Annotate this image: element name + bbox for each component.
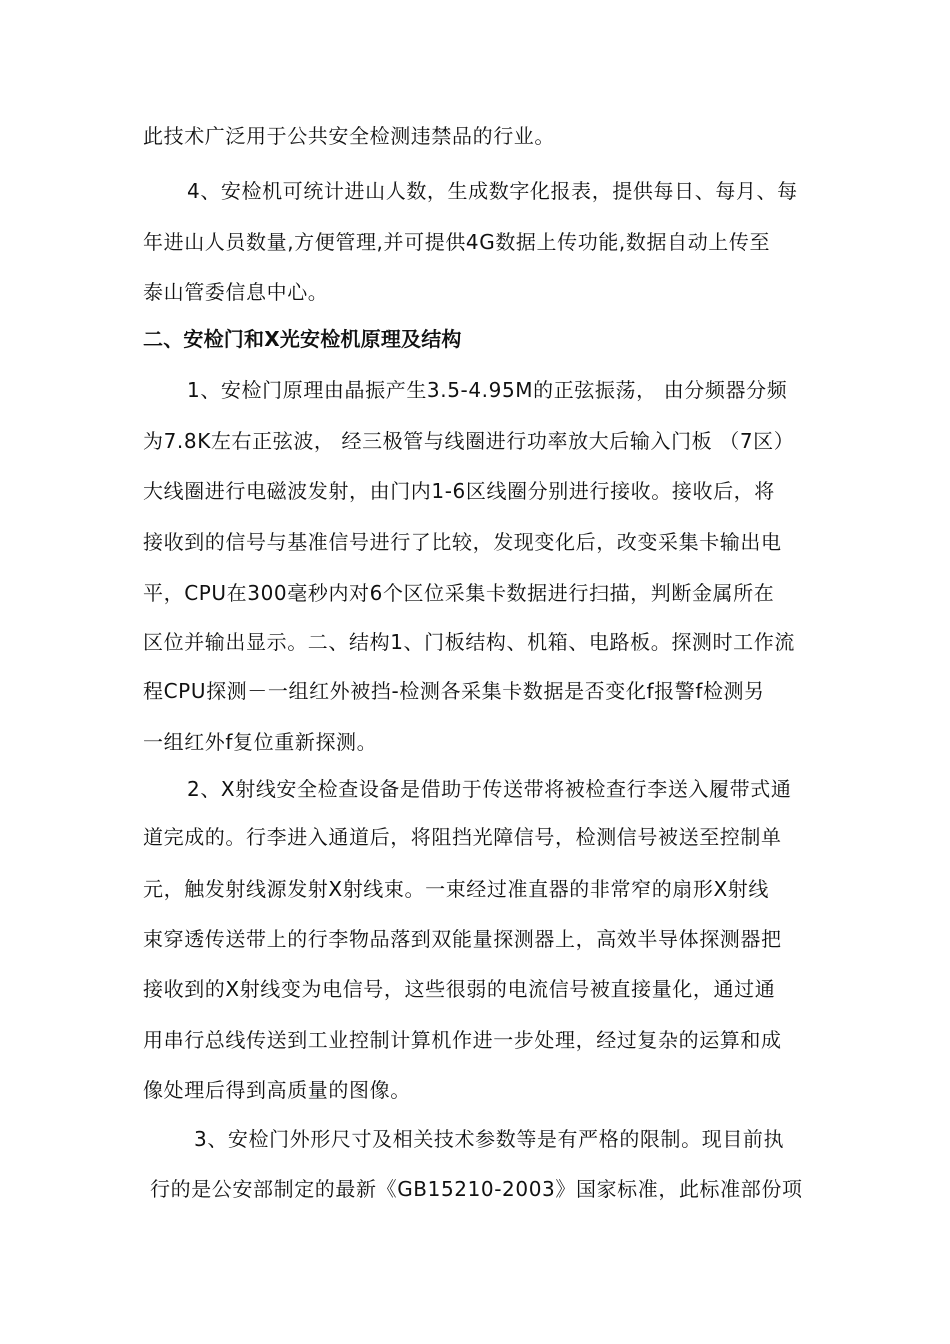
text-line: 泰山管委信息中心。: [143, 280, 329, 304]
text-line: 3、安检门外形尺寸及相关技术参数等是有严格的限制。现目前执: [194, 1127, 785, 1151]
text-line: 4、安检机可统计进山人数，生成数字化报表，提供每日、每月、每: [187, 179, 798, 203]
text-line: 年进山人员数量,方便管理,并可提供4G数据上传功能,数据自动上传至: [143, 230, 771, 254]
text-line: 元，触发射线源发射X射线束。一束经过准直器的非常窄的扇形X射线: [143, 877, 770, 901]
text-line: 接收到的X射线变为电信号，这些很弱的电流信号被直接量化，通过通: [143, 977, 776, 1001]
text-line: 平，CPU在300毫秒内对6个区位采集卡数据进行扫描，判断金属所在: [143, 581, 775, 605]
text-line: 程CPU探测－一组红外被挡-检测各采集卡数据是否变化f报警f检测另: [143, 679, 765, 703]
text-line: 1、安检门原理由晶振产生3.5-4.95M的正弦振荡， 由分频器分频: [187, 378, 788, 402]
text-line: 一组红外f复位重新探测。: [143, 730, 378, 754]
text-line: 束穿透传送带上的行李物品落到双能量探测器上，高效半导体探测器把: [143, 927, 782, 951]
section-heading: 二、安检门和X光安检机原理及结构: [143, 327, 462, 351]
text-line: 用串行总线传送到工业控制计算机作进一步处理，经过复杂的运算和成: [143, 1028, 782, 1052]
text-line: 接收到的信号与基准信号进行了比较，发现变化后，改变采集卡输出电: [143, 530, 782, 554]
text-line: 区位并输出显示。二、结构1、门板结构、机箱、电路板。探测时工作流: [143, 630, 795, 654]
text-line: 像处理后得到高质量的图像。: [143, 1078, 411, 1102]
text-line: 道完成的。行李进入通道后，将阻挡光障信号，检测信号被送至控制单: [143, 825, 782, 849]
text-line: 此技术广泛用于公共安全检测违禁品的行业。: [143, 124, 555, 148]
text-line: 行的是公安部制定的最新《GB15210-2003》国家标准，此标准部份项: [150, 1177, 803, 1201]
text-line: 2、X射线安全检查设备是借助于传送带将被检查行李送入履带式通: [187, 777, 792, 801]
text-line: 大线圈进行电磁波发射，由门内1-6区线圈分别进行接收。接收后，将: [143, 479, 775, 503]
text-line: 为7.8K左右正弦波， 经三极管与线圈进行功率放大后输入门板 （7区）: [143, 429, 795, 453]
